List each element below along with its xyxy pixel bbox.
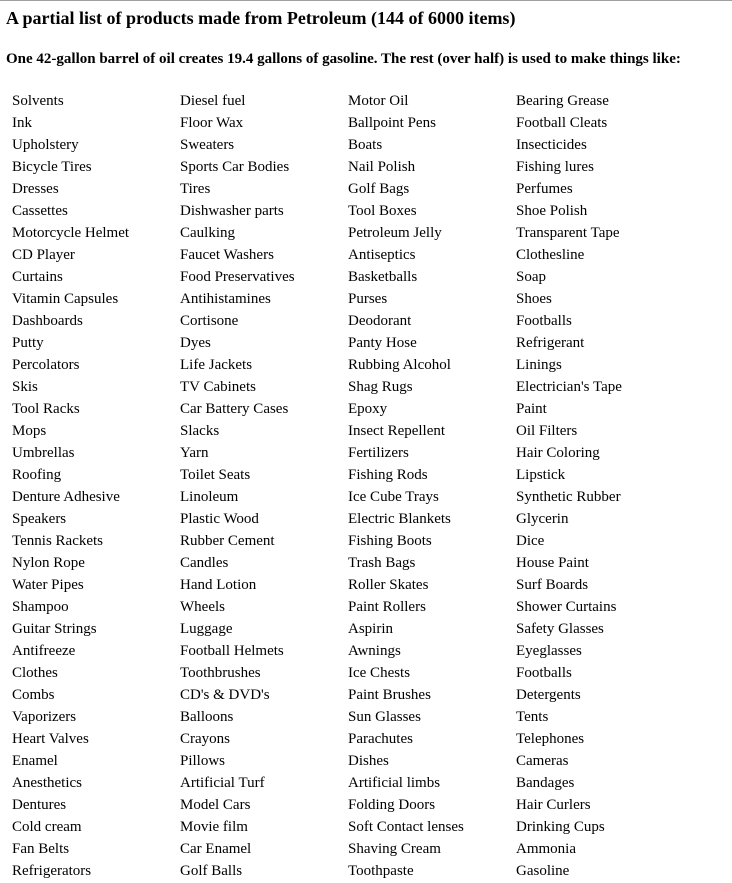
product-item: Sweaters	[180, 137, 235, 153]
product-item: Dashboards	[12, 313, 83, 329]
product-item: Tents	[516, 709, 549, 725]
product-item: Paint	[516, 401, 547, 417]
product-item: Slacks	[180, 423, 220, 439]
product-item: Upholstery	[12, 137, 79, 153]
product-item: Perfumes	[516, 181, 573, 197]
product-item: Fertilizers	[348, 445, 409, 461]
product-item: Solvents	[12, 93, 64, 109]
product-item: Guitar Strings	[12, 621, 97, 637]
product-item: Skis	[12, 379, 38, 395]
product-item: Refrigerant	[516, 335, 585, 351]
product-item: CD's & DVD's	[180, 687, 270, 703]
product-item: Diesel fuel	[180, 93, 246, 109]
product-item: Fishing lures	[516, 159, 594, 175]
product-item: Football Helmets	[180, 643, 284, 659]
product-item: Eyeglasses	[516, 643, 582, 659]
product-item: Putty	[12, 335, 44, 351]
product-item: Electric Blankets	[348, 511, 451, 527]
product-item: Car Battery Cases	[180, 401, 289, 417]
product-item: Cortisone	[180, 313, 239, 329]
product-item: Parachutes	[348, 731, 413, 747]
product-item: Bandages	[516, 775, 575, 791]
product-item: Roofing	[12, 467, 62, 483]
product-item: Epoxy	[348, 401, 388, 417]
product-item: Life Jackets	[180, 357, 253, 373]
product-item: Glycerin	[516, 511, 569, 527]
product-item: Dishes	[348, 753, 389, 769]
product-item: Rubbing Alcohol	[348, 357, 451, 373]
product-item: Insecticides	[516, 137, 587, 153]
product-item: Dice	[516, 533, 545, 549]
product-item: Ballpoint Pens	[348, 115, 436, 131]
product-item: Ink	[12, 115, 32, 131]
product-item: Car Enamel	[180, 841, 252, 857]
product-item: Ice Chests	[348, 665, 411, 681]
product-item: Shoes	[516, 291, 552, 307]
product-item: Shampoo	[12, 599, 69, 615]
product-item: Detergents	[516, 687, 581, 703]
product-item: Plastic Wood	[180, 511, 259, 527]
product-item: Tool Boxes	[348, 203, 417, 219]
page-title: A partial list of products made from Petroleum (144 of 6000 items)	[6, 8, 516, 28]
product-item: Wheels	[180, 599, 225, 615]
product-item: Percolators	[12, 357, 80, 373]
product-item: Dentures	[12, 797, 67, 813]
product-item: Ice Cube Trays	[348, 489, 439, 505]
product-item: Safety Glasses	[516, 621, 604, 637]
product-item: Ammonia	[516, 841, 576, 857]
product-item: Denture Adhesive	[12, 489, 120, 505]
product-item: Faucet Washers	[180, 247, 274, 263]
product-item: Dyes	[180, 335, 211, 351]
product-item: Movie film	[180, 819, 248, 835]
product-item: Linoleum	[180, 489, 239, 505]
product-item: Vitamin Capsules	[12, 291, 119, 307]
product-item: Toilet Seats	[180, 467, 251, 483]
product-item: Yarn	[180, 445, 209, 461]
product-item: Toothbrushes	[180, 665, 261, 681]
product-item: Surf Boards	[516, 577, 589, 593]
product-item: Roller Skates	[348, 577, 429, 593]
product-item: Curtains	[12, 269, 63, 285]
product-item: Insect Repellent	[348, 423, 446, 439]
product-item: Petroleum Jelly	[348, 225, 442, 241]
product-item: Telephones	[516, 731, 585, 747]
product-item: Sports Car Bodies	[180, 159, 290, 175]
product-item: Hair Curlers	[516, 797, 591, 813]
product-item: Dresses	[12, 181, 59, 197]
product-item: Deodorant	[348, 313, 412, 329]
product-item: Soft Contact lenses	[348, 819, 464, 835]
product-item: Tires	[180, 181, 211, 197]
product-item: Sun Glasses	[348, 709, 421, 725]
product-item: Fishing Boots	[348, 533, 432, 549]
product-item: Trash Bags	[348, 555, 416, 571]
product-item: Drinking Cups	[516, 819, 605, 835]
product-item: Heart Valves	[12, 731, 89, 747]
product-item: Boats	[348, 137, 383, 153]
product-item: Footballs	[516, 313, 572, 329]
product-item: Clothes	[12, 665, 58, 681]
product-item: Lipstick	[516, 467, 566, 483]
product-item: Paint Rollers	[348, 599, 426, 615]
product-item: Motor Oil	[348, 93, 409, 109]
product-item: Shag Rugs	[348, 379, 413, 395]
product-item: Transparent Tape	[516, 225, 620, 241]
product-item: Dishwasher parts	[180, 203, 284, 219]
product-item: Awnings	[348, 643, 401, 659]
product-item: Paint Brushes	[348, 687, 431, 703]
product-item: Electrician's Tape	[516, 379, 622, 395]
product-item: TV Cabinets	[180, 379, 256, 395]
product-item: Footballs	[516, 665, 572, 681]
product-item: Balloons	[180, 709, 234, 725]
product-item: Purses	[348, 291, 388, 307]
product-item: Panty Hose	[348, 335, 417, 351]
product-item: Artificial limbs	[348, 775, 441, 791]
product-item: Combs	[12, 687, 55, 703]
product-item: Antihistamines	[180, 291, 271, 307]
product-item: Shower Curtains	[516, 599, 617, 615]
product-item: Speakers	[12, 511, 67, 527]
product-item: Rubber Cement	[180, 533, 275, 549]
product-item: Cassettes	[12, 203, 68, 219]
product-item: Model Cars	[180, 797, 251, 813]
product-item: Crayons	[180, 731, 230, 747]
product-item: Umbrellas	[12, 445, 75, 461]
product-item: Refrigerators	[12, 863, 92, 879]
product-item: Vaporizers	[12, 709, 77, 725]
product-item: Basketballs	[348, 269, 418, 285]
product-item: Folding Doors	[348, 797, 436, 813]
product-item: Candles	[180, 555, 229, 571]
product-item: Food Preservatives	[180, 269, 295, 285]
product-item: Water Pipes	[12, 577, 84, 593]
product-item: Aspirin	[348, 621, 393, 637]
product-item: Tool Racks	[12, 401, 80, 417]
product-item: Linings	[516, 357, 562, 373]
product-item: Nail Polish	[348, 159, 416, 175]
product-item: Mops	[12, 423, 47, 439]
product-item: Golf Bags	[348, 181, 410, 197]
product-item: Caulking	[180, 225, 235, 241]
product-list	[12, 90, 732, 882]
product-item: House Paint	[516, 555, 589, 571]
top-border	[0, 0, 732, 1]
product-item: Fan Belts	[12, 841, 70, 857]
product-item: CD Player	[12, 247, 75, 263]
product-item: Cold cream	[12, 819, 82, 835]
product-item: Gasoline	[516, 863, 570, 879]
product-item: Antiseptics	[348, 247, 416, 263]
product-item: Hand Lotion	[180, 577, 257, 593]
product-item: Artificial Turf	[180, 775, 265, 791]
product-item: Synthetic Rubber	[516, 489, 621, 505]
product-item: Bearing Grease	[516, 93, 609, 109]
product-item: Nylon Rope	[12, 555, 85, 571]
product-item: Tennis Rackets	[12, 533, 104, 549]
product-item: Hair Coloring	[516, 445, 600, 461]
product-item: Clothesline	[516, 247, 585, 263]
product-item: Football Cleats	[516, 115, 608, 131]
product-item: Golf Balls	[180, 863, 243, 879]
product-item: Oil Filters	[516, 423, 578, 439]
product-item: Enamel	[12, 753, 58, 769]
product-item: Antifreeze	[12, 643, 76, 659]
product-item: Toothpaste	[348, 863, 414, 879]
product-item: Soap	[516, 269, 546, 285]
product-item: Pillows	[180, 753, 226, 769]
product-item: Motorcycle Helmet	[12, 225, 130, 241]
product-item: Cameras	[516, 753, 569, 769]
product-item: Floor Wax	[180, 115, 244, 131]
product-item: Bicycle Tires	[12, 159, 92, 175]
product-item: Anesthetics	[12, 775, 82, 791]
product-item: Luggage	[180, 621, 233, 637]
product-item: Fishing Rods	[348, 467, 428, 483]
product-item: Shaving Cream	[348, 841, 441, 857]
page-subtitle: One 42-gallon barrel of oil creates 19.4 gallons of gasoline. The rest (over half) is used to make things like:	[6, 51, 681, 67]
product-item: Shoe Polish	[516, 203, 588, 219]
